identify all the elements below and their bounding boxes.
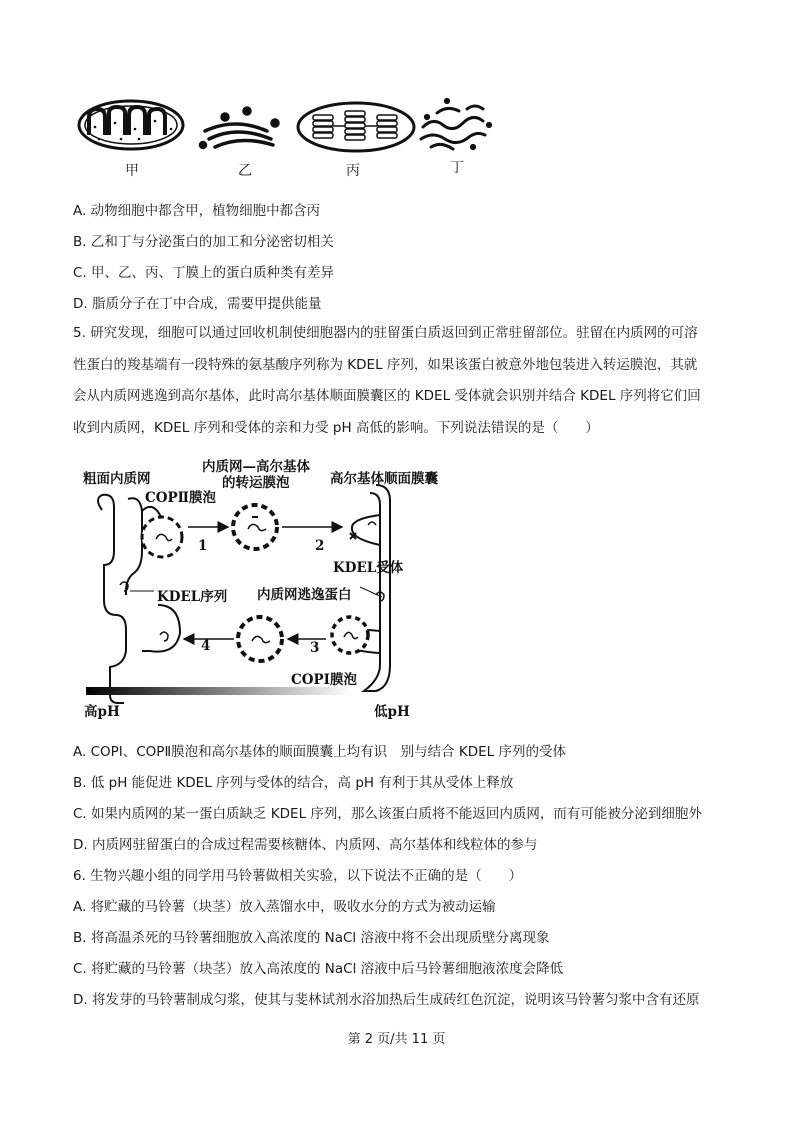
er-drawing [421, 99, 491, 149]
q5-option-a: A. COPⅠ、COPⅡ膜泡和高尔基体的顺面膜囊上均有识 别与结合 KDEL 序列的受体 [73, 744, 566, 760]
q5-stem-line: 会从内质网逃逸到高尔基体，此时高尔基体顺面膜囊区的 KDEL 受体就会识别并结合 KDEL 序列将它们回 [73, 388, 701, 404]
q6-option-a: A. 将贮藏的马铃薯（块茎）放入蒸馏水中，吸收水分的方式为被动运输 [73, 899, 496, 915]
copi-vesicle-shape [238, 617, 282, 661]
q5-stem-line: 5. 研究发现，细胞可以通过回收机制使细胞器内的驻留蛋白质返回到正常驻留部位。驻留在内质网的可溶 [73, 325, 698, 341]
label-step-1: 1 [198, 538, 208, 554]
copi-budding-vesicle-shape [332, 617, 368, 653]
q4-option-a: A. 动物细胞中都含甲，植物细胞中都含丙 [73, 203, 321, 219]
label-low-ph: 低pH [374, 704, 410, 720]
q5-option-b: B. 低 pH 能促进 KDEL 序列与受体的结合，高 pH 有利于其从受体上释放 [73, 775, 514, 791]
label-vesicle-line2: 的转运膜泡 [222, 475, 290, 491]
q5-stem [73, 318, 723, 444]
label-step-4: 4 [201, 638, 211, 654]
q5-option-d: D. 内质网驻留蛋白的合成过程需要核糖体、内质网、高尔基体和线粒体的参与 [73, 837, 538, 853]
q6-stem: 6. 生物兴趣小组的同学用马铃薯做相关实验，以下说法不正确的是（ ） [73, 868, 523, 884]
copii-vesicle-shape [142, 517, 182, 557]
label-vesicle-line1: 内质网—高尔基体 [202, 459, 310, 475]
label-escaped-protein: 内质网逃逸蛋白 [257, 587, 352, 603]
label-step-2: 2 [315, 538, 325, 554]
label-jia: 甲 [125, 163, 139, 179]
q4-option-d: D. 脂质分子在丁中合成，需要甲提供能量 [73, 296, 322, 312]
q5-option-c: C. 如果内质网的某一蛋白质缺乏 KDEL 序列，那么该蛋白质将不能返回内质网，而有可能被分泌到细胞外 [73, 806, 702, 822]
label-kdel-receptor: KDEL受体 [333, 560, 404, 576]
label-golgi-cis: 高尔基体顺面膜囊 [330, 471, 438, 487]
label-bing: 丙 [346, 163, 360, 179]
page-footer: 第 2 页/共 11 页 [347, 1032, 446, 1047]
label-copi: COPⅠ膜泡 [291, 672, 357, 688]
label-ding: 丁 [450, 160, 464, 176]
organelles-figure [75, 95, 505, 157]
golgi-drawing [201, 108, 279, 148]
q4-option-c: C. 甲、乙、丙、丁膜上的蛋白质种类有差异 [73, 265, 335, 281]
q5-stem-line: 收到内质网，KDEL 序列和受体的亲和力受 pH 高低的影响。下列说法错误的是（ ） [73, 419, 599, 436]
q6-option-b: B. 将高温杀死的马铃薯细胞放入高浓度的 NaCl 溶液中将不会出现质壁分离现象 [73, 930, 550, 946]
label-yi: 乙 [238, 163, 252, 179]
label-kdel-sequence: KDEL序列 [157, 589, 228, 605]
ph-gradient-bar [86, 687, 352, 695]
chloroplast-drawing [298, 103, 414, 151]
q6-option-d: D. 将发芽的马铃薯制成匀浆，使其与斐林试剂水浴加热后生成砖红色沉淀，说明该马铃薯匀浆中含有还原 [73, 992, 700, 1008]
transport-vesicle-shape [233, 505, 277, 549]
label-copii: COPⅡ膜泡 [145, 490, 217, 506]
q6-option-c: C. 将贮藏的马铃薯（块茎）放入高浓度的 NaCl 溶液中后马铃薯细胞液浓度会降低 [73, 961, 564, 977]
label-step-3: 3 [310, 640, 320, 656]
mitochondrion-drawing [79, 101, 183, 149]
q4-option-b: B. 乙和丁与分泌蛋白的加工和分泌密切相关 [73, 234, 334, 250]
q5-stem-line: 性蛋白的羧基端有一段特殊的氨基酸序列称为 KDEL 序列，如果该蛋白被意外地包装进入转运膜泡，其就 [73, 356, 698, 373]
label-high-ph: 高pH [84, 704, 120, 720]
label-rough-er: 粗面内质网 [83, 471, 151, 487]
